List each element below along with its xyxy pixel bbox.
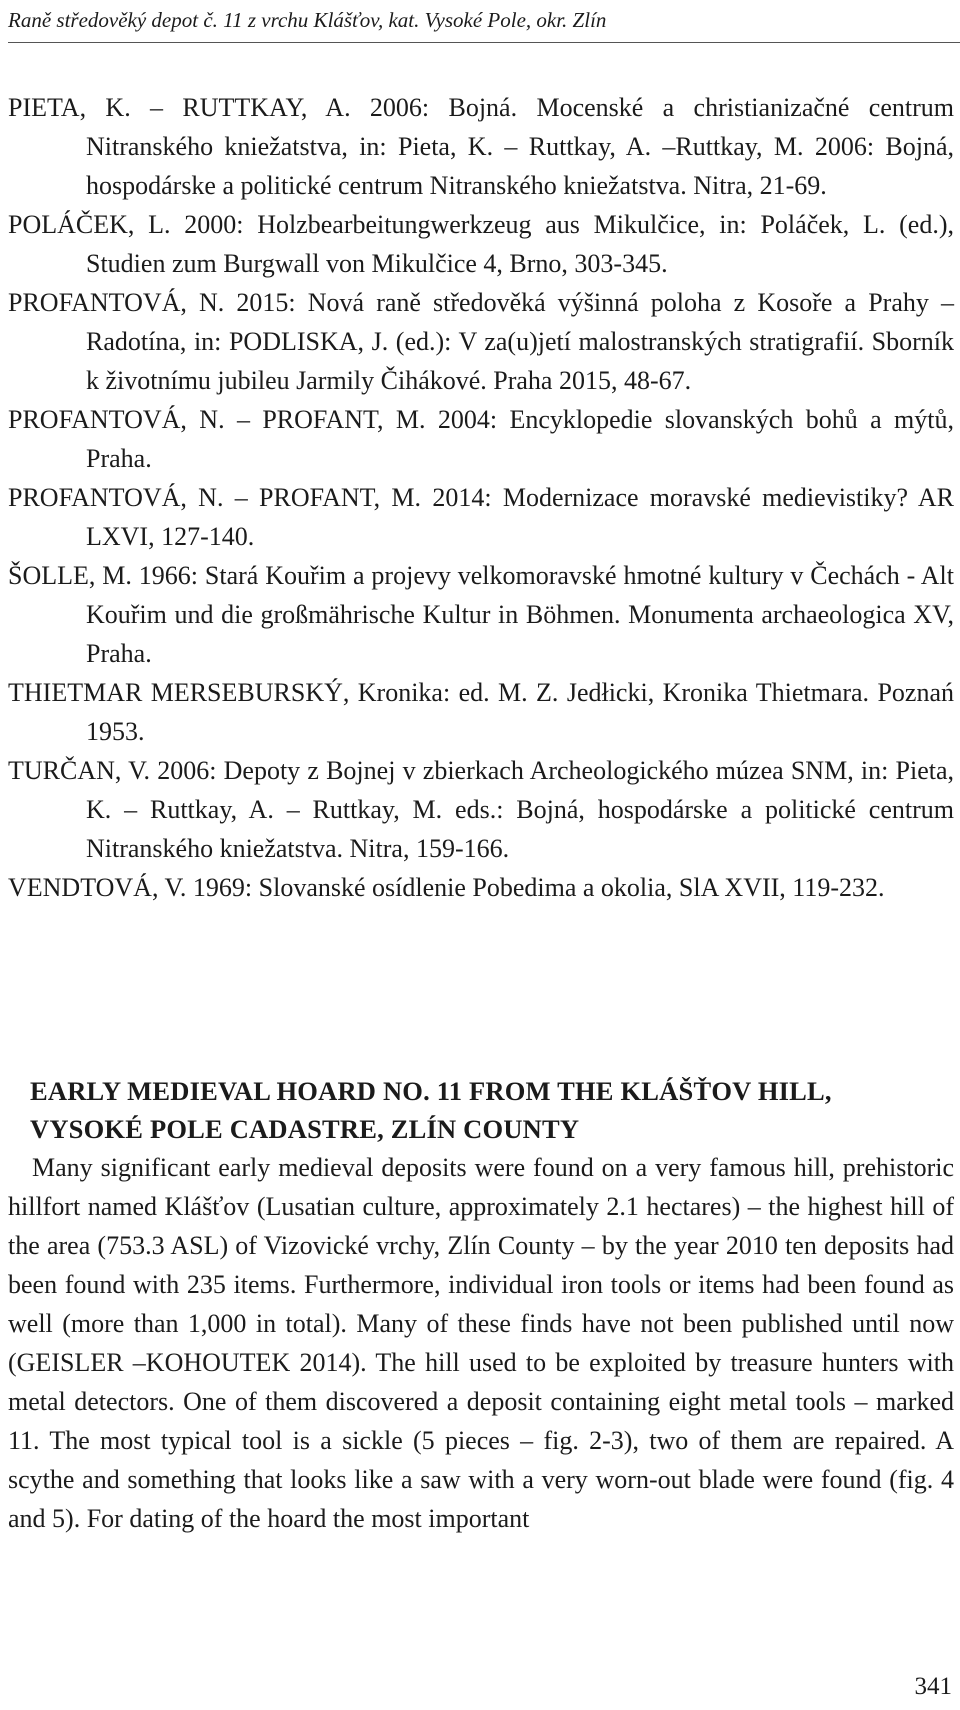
reference-entry: THIETMAR MERSEBURSKÝ, Kronika: ed. M. Z. Jedłicki, Kronika Thietmara. Poznań 1953. [8,678,954,746]
reference-entry: POLÁČEK, L. 2000: Holzbearbeitungwerkzeug aus Mikulčice, in: Poláček, L. (ed.), Studien zum Burgwall von Mikulčice 4, Brno, 303-345. [8,210,954,278]
reference-entry: PIETA, K. – RUTTKAY, A. 2006: Bojná. Mocenské a christianizačné centrum Nitranského kniežatstva, in: Pieta, K. – Ruttkay, A. –Ruttkay, M. 2006: Bojná, hospodárske a politické centrum Nitranského kniežatstva. Nitra, 21-69. [8,93,954,200]
reference-entry: PROFANTOVÁ, N. – PROFANT, M. 2014: Modernizace moravské medievistiky? AR LXVI, 127-140. [8,483,954,551]
summary-paragraph: Many significant early medieval deposits were found on a very famous hill, prehistoric hillfort named Klášťov (Lusatian culture, approximately 2.1 hectares) – the highest hill of the area (753.3 ASL) of Vizovické vrchy, Zlín County – by the year 2010 ten deposits had been found with 235 items. Furthermore, individual iron tools or items had been found as well (more than 1,000 in total). Many of these finds have not been published until now (GEISLER –KOHOUTEK 2014). The hill used to be exploited by treasure hunters with metal detectors. One of them discovered a deposit containing eight metal tools – marked 11. The most typical tool is a sickle (5 pieces – fig. 2-3), two of them are repaired. A scythe and something that looks like a saw with a very worn-out blade were found (fig. 4 and 5). For dating of the hoard the most important [8,1153,954,1533]
page-number: 341 [914,1673,952,1700]
bibliography-list [8,88,954,907]
reference-entry: ŠOLLE, M. 1966: Stará Kouřim a projevy velkomoravské hmotné kultury v Čechách - Alt Kouřim und die großmährische Kultur in Böhmen. Monumenta archaeologica XV, Praha. [8,561,954,668]
summary-heading: EARLY MEDIEVAL HOARD NO. 11 FROM THE KLÁŠŤOV HILL, VYSOKÉ POLE CADASTRE, ZLÍN COUNTY [30,1076,832,1144]
header-divider [8,42,960,43]
reference-entry: PROFANTOVÁ, N. 2015: Nová raně středověká výšinná poloha z Kosoře a Prahy – Radotína, in: PODLISKA, J. (ed.): V za(u)jetí malostranských stratigrafií. Sborník k životnímu jubileu Jarmily Čihákové. Praha 2015, 48-67. [8,288,954,395]
reference-entry: PROFANTOVÁ, N. – PROFANT, M. 2004: Encyklopedie slovanských bohů a mýtů, Praha. [8,405,954,473]
running-header: Raně středověký depot č. 11 z vrchu Klášťov, kat. Vysoké Pole, okr. Zlín [8,8,607,32]
reference-entry: VENDTOVÁ, V. 1969: Slovanské osídlenie Pobedima a okolia, SlA XVII, 119-232. [8,873,885,902]
reference-entry: TURČAN, V. 2006: Depoty z Bojnej v zbierkach Archeologického múzea SNM, in: Pieta, K. – Ruttkay, A. – Ruttkay, M. eds.: Bojná, hospodárske a politické centrum Nitranského kniežatstva. Nitra, 159-166. [8,756,954,863]
